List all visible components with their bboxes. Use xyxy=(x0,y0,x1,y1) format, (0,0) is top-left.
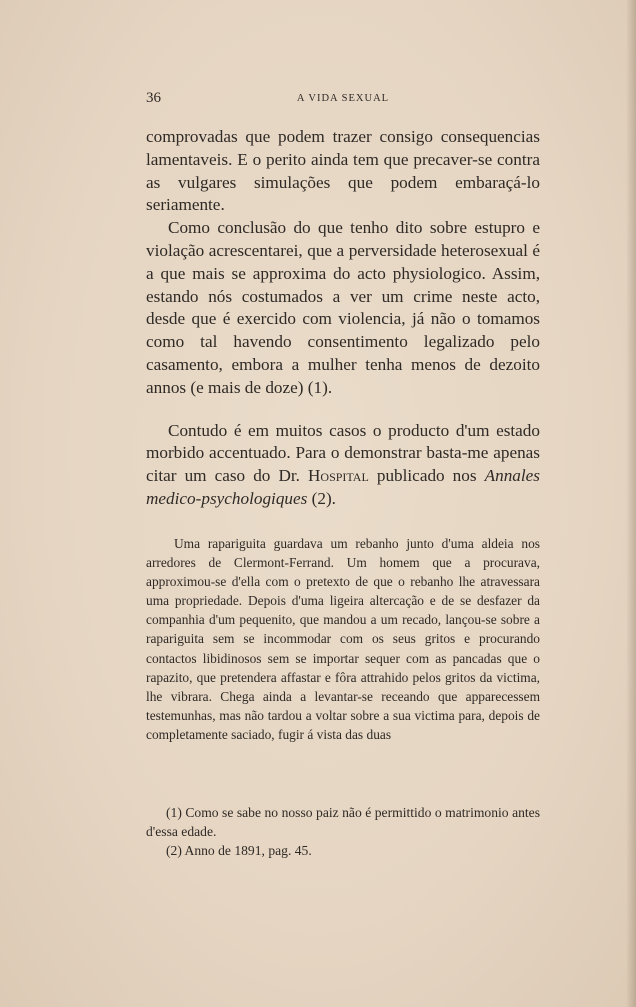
running-head xyxy=(146,90,540,110)
journal-title: Annales medico-psychologiques xyxy=(146,466,540,508)
footnote-ref-2: (2). xyxy=(307,488,336,508)
footnotes xyxy=(146,803,540,860)
paragraph-case-intro xyxy=(146,420,540,511)
case-quote xyxy=(146,534,540,744)
doctor-name: Hospital xyxy=(308,466,369,486)
case-intro-mid: publicado nos xyxy=(368,466,485,486)
running-title: A VIDA SEXUAL xyxy=(296,93,390,104)
footnote-1: (1) Como se sabe no nosso paiz não é permittido o matrimonio antes d'essa edade. xyxy=(146,805,540,839)
page-number: 36 xyxy=(146,90,161,106)
body-text xyxy=(146,126,540,511)
paragraph-conclusion: Como conclusão do que tenho dito sobre estupro e violação acrescentarei, que a perversidade heterosexual é a que mais se approxima do acto physiologico. Assim, estando nós costumados a ver um crime neste acto, desde que é exercido com violencia, já não o tomamos como tal havendo consentimento legalizado pelo casamento, embora a mulher tenha menos de dezoito annos (e mais de doze) (1). xyxy=(146,218,540,397)
footnote-2: (2) Anno de 1891, pag. 45. xyxy=(166,843,312,858)
case-intro-text: Contudo é em muitos casos o producto d'um estado morbido accentuado. Para o demonstrar basta-me apenas citar um caso do Dr. xyxy=(146,420,540,486)
case-quote-paragraph: Uma rapariguita guardava um rebanho junto d'uma aldeia nos arredores de Clermont-Ferrand. Um homem que a procurava, approximou-se d'ella com o pretexto de que o rebanho lhe atravessara uma propriedade. Depois d'uma ligeira altercação e de se desfazer da companhia d'um pequenito, que mandou a um recado, lançou-se sobre a rapariguita sem se incommodar com os seus gritos e procurando contactos libidinosos sem se importar sequer com as pancadas que o rapazito, que pretendera affastar e fôra attrahido pelos gritos da victima, lhe vibrara. Chega ainda a levantar-se receando que apparecessem testemunhas, mas não tardou a voltar sobre a sua victima para, depois de completamente saciado, fugir á vista das duas xyxy=(146,536,540,742)
paragraph-continuation: comprovadas que podem trazer consigo consequencias lamentaveis. E o perito ainda tem que precaver-se contra as vulgares simulações que podem embaraçá-lo seriamente. xyxy=(146,127,540,215)
